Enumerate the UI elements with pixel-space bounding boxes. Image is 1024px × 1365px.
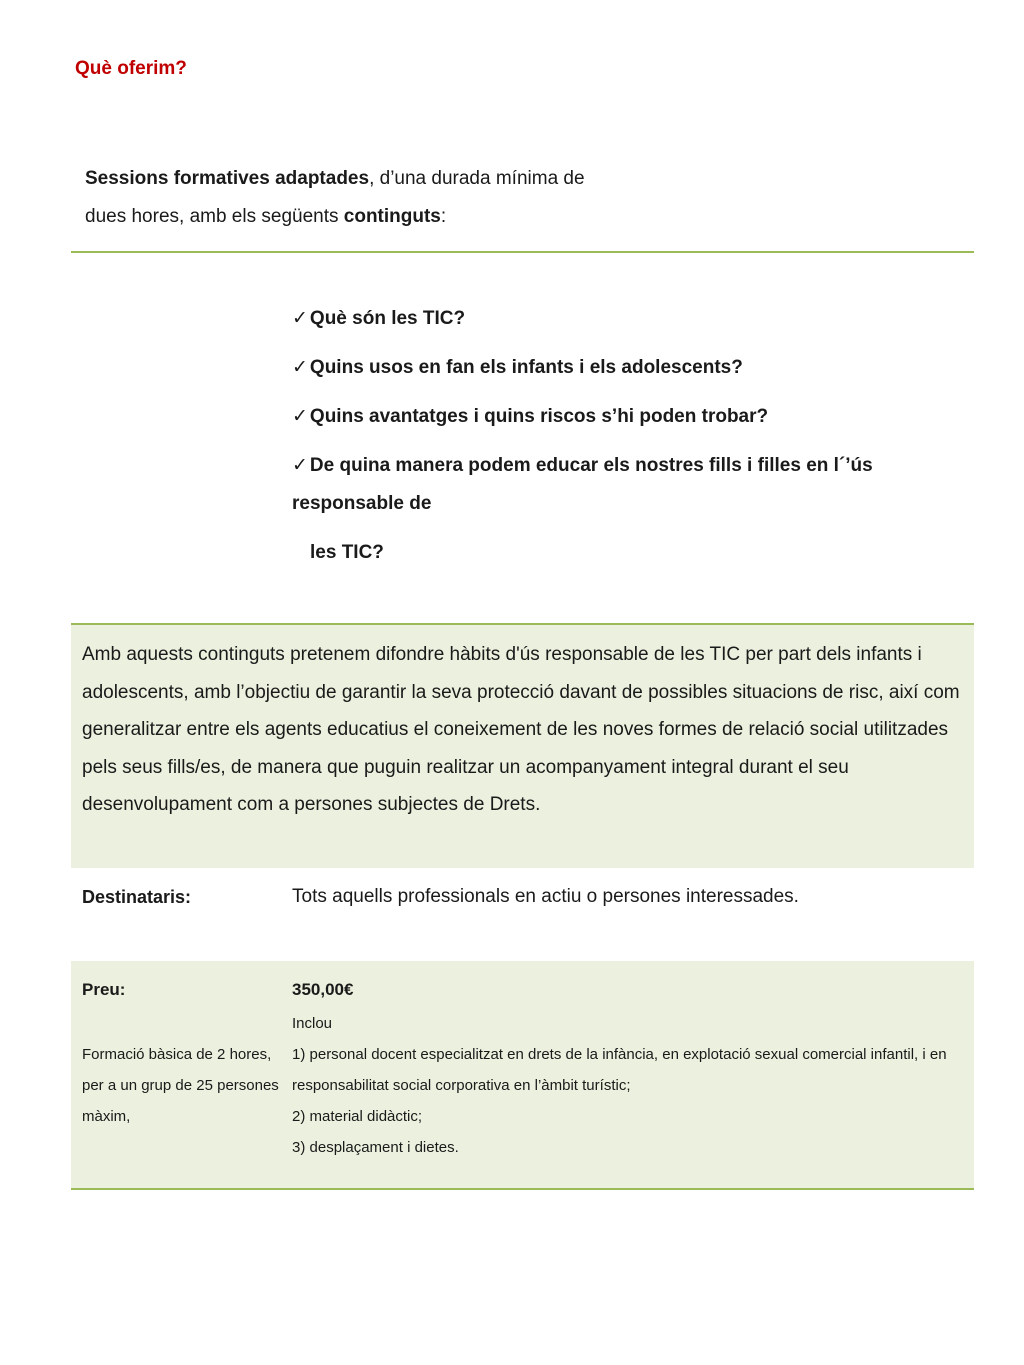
price-includes <box>292 1008 952 1163</box>
audience-value: Tots aquells professionals en actiu o persones interessades. <box>292 886 799 907</box>
includes-item: 3) desplaçament i dietes. <box>292 1139 459 1156</box>
intro-colon: : <box>440 206 447 227</box>
checklist-item: ✓ Quins usos en fan els infants i els adolescents? <box>292 357 743 378</box>
aims-paragraph: Amb aquests continguts pretenem difondre hàbits d'ús responsable de les TIC per part dels infants i adolescents, amb l’objectiu de garantir la seva protecció davant de possibles situacions de risc, així com generalitzar entre els agents educatius el coneixement de les noves formes de relació social utilitzades pels seus fills/es, de manera que puguin realitzar un acompanyament integral durant el seu desenvolupament com a persones subjectes de Drets. <box>82 644 960 815</box>
checklist-item: ✓ Què són les TIC? <box>292 308 466 329</box>
price-amount: 350,00€ <box>292 980 354 999</box>
check-icon: ✓ <box>292 308 308 329</box>
price-note: Formació bàsica de 2 hores, per a un grup de 25 persones màxim, <box>82 1046 279 1125</box>
check-icon: ✓ <box>292 357 308 378</box>
contents-checklist <box>292 300 932 583</box>
check-icon: ✓ <box>292 406 308 427</box>
intro-bold-sessions: Sessions formatives adaptades <box>85 168 370 189</box>
checklist-item: ✓ Quins avantatges i quins riscos s’hi poden trobar? <box>292 406 769 427</box>
intro-bold-contents: continguts <box>343 206 441 227</box>
checklist-item-continuation: les TIC? <box>310 542 384 563</box>
intro-paragraph <box>85 160 585 236</box>
includes-item: 2) material didàctic; <box>292 1108 423 1125</box>
checklist-item: ✓ De quina manera podem educar els nostres fills i filles en l´’ús responsable de les TIC? <box>292 447 932 572</box>
divider-bottom <box>71 1188 974 1190</box>
includes-label: Inclou <box>292 1015 333 1032</box>
intro-text: , d’una durada mínima de dues hores, amb els següents <box>85 168 585 227</box>
check-icon: ✓ <box>292 455 308 476</box>
includes-item: 1) personal docent especialitzat en drets de la infància, en explotació sexual comercial infantil, i en responsabilitat social corporativa en l’àmbit turístic; <box>292 1046 947 1094</box>
page-title: Què oferim? <box>75 58 187 79</box>
audience-label: Destinataris: <box>82 887 192 907</box>
divider-top <box>71 251 974 253</box>
price-label: Preu: <box>82 980 126 999</box>
